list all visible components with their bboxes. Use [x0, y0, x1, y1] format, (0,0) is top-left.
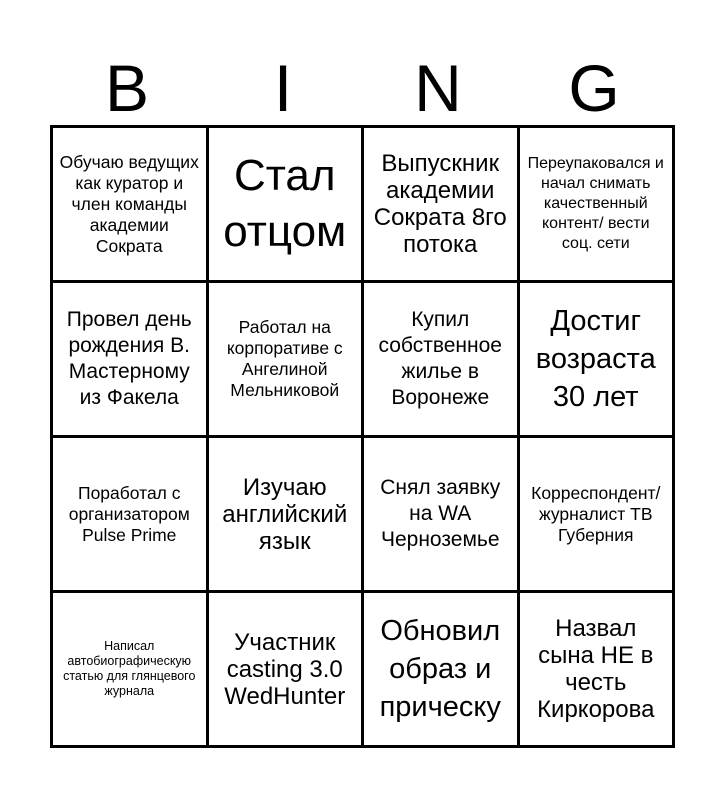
cell-text: Достиг возраста 30 лет — [535, 305, 656, 413]
title-letter-n: N — [414, 51, 462, 125]
bingo-cell[interactable] — [53, 438, 206, 590]
title-letter-b: B — [104, 51, 150, 125]
cell-text: Купил собственное жилье в Воронеже — [378, 308, 502, 409]
cell-text: Поработал с организатором Pulse Prime — [68, 482, 190, 545]
bingo-cell[interactable] — [209, 438, 362, 590]
bingo-board — [50, 125, 675, 748]
bingo-cell[interactable] — [520, 283, 673, 435]
cell-text: Написал автобиографическую статью для глянцевого журнала — [63, 639, 196, 698]
cell-text: Снял заявку на WA Черноземье — [380, 476, 501, 551]
cell-text: Работал на корпоративе с Ангелиной Мельниковой — [226, 317, 343, 400]
bingo-cell[interactable] — [364, 438, 517, 590]
cell-text: Обновил образ и прическу — [379, 615, 501, 723]
bingo-cell[interactable] — [53, 128, 206, 280]
bingo-cell[interactable] — [53, 283, 206, 435]
cell-text: Стал отцом — [223, 151, 347, 256]
cell-text: Обучаю ведущих как куратор и член команды академии Сократа — [59, 151, 199, 256]
bingo-cell[interactable] — [364, 128, 517, 280]
cell-text: Корреспондент/ журналист ТВ Губерния — [531, 482, 661, 545]
bingo-cell[interactable] — [53, 593, 206, 745]
title-letter-i: I — [273, 51, 293, 125]
bingo-cell[interactable] — [364, 593, 517, 745]
cell-text: Изучаю английский язык — [222, 473, 348, 555]
cell-text: Провел день рождения В. Мастерному из Факела — [66, 308, 192, 409]
cell-text: Переупаковался и начал снимать качественный контент/ вести соц. сети — [527, 155, 664, 252]
bingo-cell[interactable] — [364, 283, 517, 435]
bingo-cell[interactable] — [520, 128, 673, 280]
cell-text: Выпускник академии Сократа 8го потока — [373, 150, 507, 258]
bingo-cell[interactable] — [520, 438, 673, 590]
bingo-cell[interactable] — [209, 593, 362, 745]
bingo-cell[interactable] — [209, 283, 362, 435]
bingo-cell[interactable] — [520, 593, 673, 745]
bingo-cell[interactable] — [209, 128, 362, 280]
cell-text: Участник casting 3.0 WedHunter — [224, 628, 346, 710]
title-letter-g: G — [568, 51, 620, 125]
cell-text: Назвал сына НЕ в честь Киркорова — [537, 615, 655, 723]
